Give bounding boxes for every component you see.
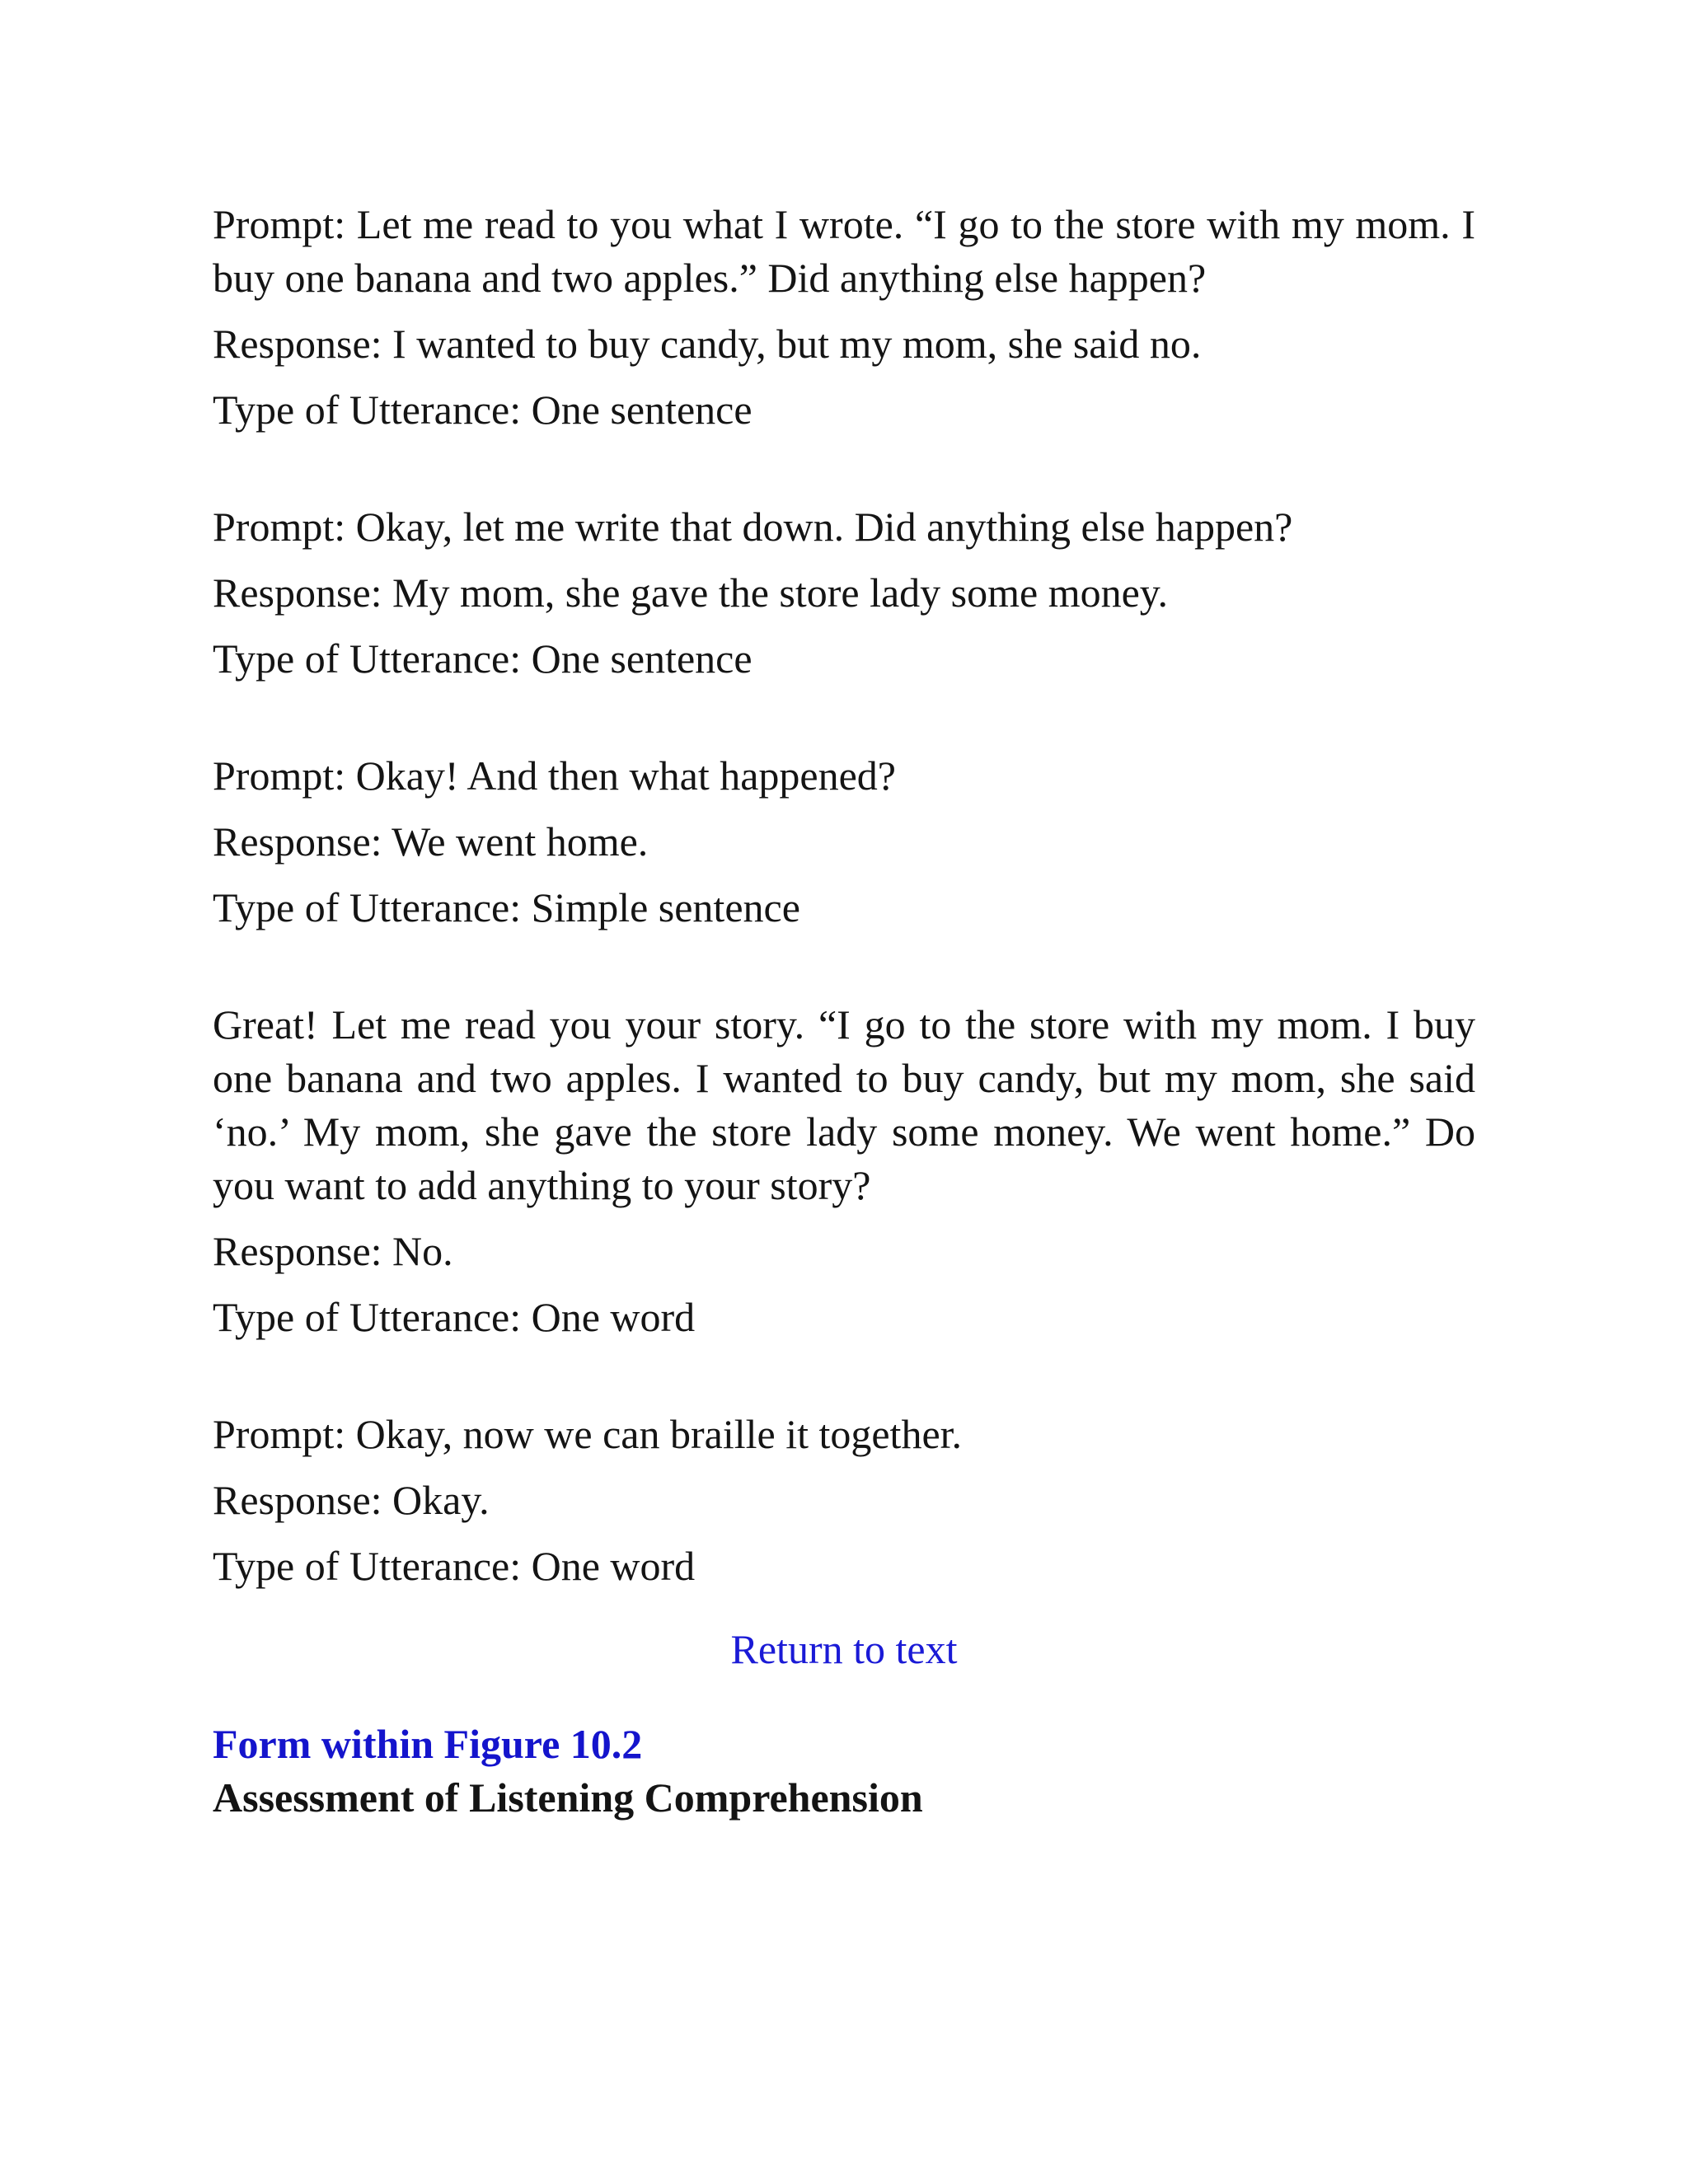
prompt-text: Prompt: Okay! And then what happened?: [213, 752, 896, 799]
prompt-text: Great! Let me read you your story. “I go to the store with my mom. I buy one banana and two apples. I wanted to buy candy, but my mom, she said ‘no.’ My mom, she gave the store lady some money. We went home.” Do you want to add anything to your story?: [213, 1001, 1475, 1208]
prompt-text: Prompt: Let me read to you what I wrote. “I go to the store with my mom. I buy one banana and two apples.” Did anything else happen?: [213, 201, 1475, 301]
utterance-type-text: Type of Utterance: One sentence: [213, 635, 753, 682]
response-text: Response: We went home.: [213, 818, 649, 865]
utterance-type-text: Type of Utterance: One word: [213, 1543, 696, 1589]
return-to-text-link[interactable]: Return to text: [730, 1626, 958, 1672]
figure-heading-link[interactable]: Form within Figure 10.2: [213, 1721, 643, 1767]
utterance-type-text: Type of Utterance: One sentence: [213, 387, 753, 433]
utterance-type-text: Type of Utterance: Simple sentence: [213, 884, 800, 930]
exchange-block: [213, 749, 1475, 935]
figure-subheading: Assessment of Listening Comprehension: [213, 1774, 923, 1821]
response-text: Response: Okay.: [213, 1477, 490, 1523]
exchange-block: [213, 198, 1475, 437]
response-text: Response: No.: [213, 1228, 453, 1274]
exchange-block: [213, 500, 1475, 686]
return-to-text-link-container: [213, 1623, 1475, 1676]
prompt-text: Prompt: Okay, let me write that down. Did anything else happen?: [213, 504, 1293, 550]
document-page: [213, 198, 1475, 1825]
prompt-text: Prompt: Okay, now we can braille it together.: [213, 1411, 963, 1457]
utterance-type-text: Type of Utterance: One word: [213, 1294, 696, 1340]
exchange-block: [213, 998, 1475, 1344]
response-text: Response: I wanted to buy candy, but my mom, she said no.: [213, 321, 1202, 367]
exchange-block: [213, 1408, 1475, 1593]
response-text: Response: My mom, she gave the store lady some money.: [213, 569, 1169, 616]
